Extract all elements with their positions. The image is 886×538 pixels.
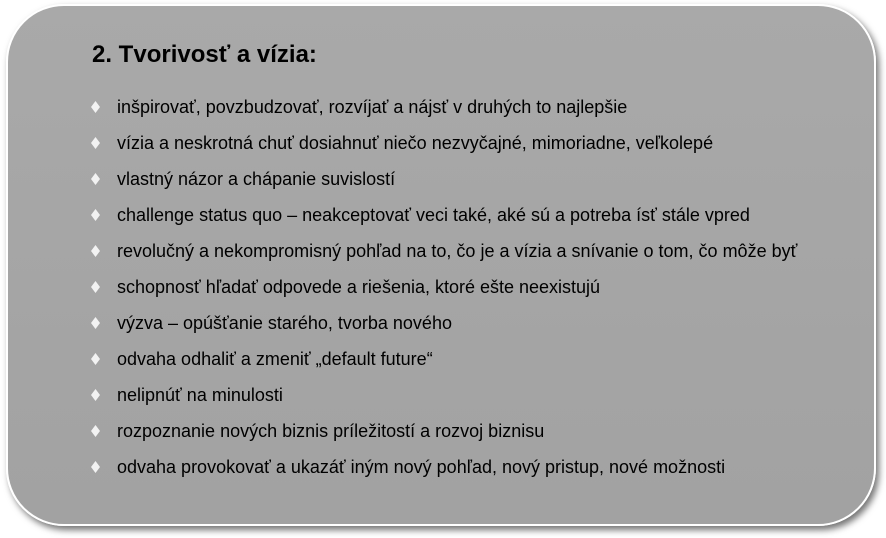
list-item-text: vízia a neskrotná chuť dosiahnuť niečo nezvyčajné, mimoriadne, veľkolepé — [117, 133, 714, 153]
list-item-text: schopnosť hľadať odpovede a riešenia, ktoré ešte neexistujú — [117, 277, 601, 297]
list-item — [88, 126, 858, 160]
section-title: 2. Tvorivosť a vízia: — [92, 41, 317, 68]
list-item-text: revolučný a nekompromisný pohľad na to, čo je a vízia a snívanie o tom, čo môže byť — [117, 241, 798, 261]
diamond-bullet-icon — [88, 414, 102, 448]
list-item — [88, 162, 858, 196]
list-item — [88, 306, 858, 340]
list-item — [88, 342, 858, 376]
list-item-text: odvaha odhaliť a zmeniť „default future“ — [117, 349, 433, 369]
list-item-text: vlastný názor a chápanie suvislostí — [117, 169, 396, 189]
list-item — [88, 90, 858, 124]
list-item-text: challenge status quo – neakceptovať veci také, aké sú a potreba ísť stále vpred — [117, 205, 750, 225]
list-item — [88, 270, 858, 304]
list-item-text: odvaha provokovať a ukazáť iným nový pohľad, nový pristup, nové možnosti — [117, 457, 726, 477]
list-item — [88, 378, 858, 412]
diamond-bullet-icon — [88, 342, 102, 376]
bullet-list — [88, 90, 858, 486]
diamond-bullet-icon — [88, 162, 102, 196]
diamond-bullet-icon — [88, 234, 102, 268]
list-item-text: inšpirovať, povzbudzovať, rozvíjať a nájsť v druhých to najlepšie — [117, 97, 628, 117]
diamond-bullet-icon — [88, 270, 102, 304]
diamond-bullet-icon — [88, 126, 102, 160]
content-card — [6, 4, 876, 526]
list-item — [88, 450, 858, 484]
list-item-text: rozpoznanie nových biznis príležitostí a rozvoj biznisu — [117, 421, 545, 441]
list-item-text: nelipnúť na minulosti — [117, 385, 283, 405]
list-item — [88, 414, 858, 448]
diamond-bullet-icon — [88, 90, 102, 124]
list-item — [88, 198, 858, 232]
diamond-bullet-icon — [88, 378, 102, 412]
diamond-bullet-icon — [88, 198, 102, 232]
list-item-text: výzva – opúšťanie starého, tvorba nového — [117, 313, 452, 333]
diamond-bullet-icon — [88, 306, 102, 340]
list-item — [88, 234, 858, 268]
diamond-bullet-icon — [88, 450, 102, 484]
